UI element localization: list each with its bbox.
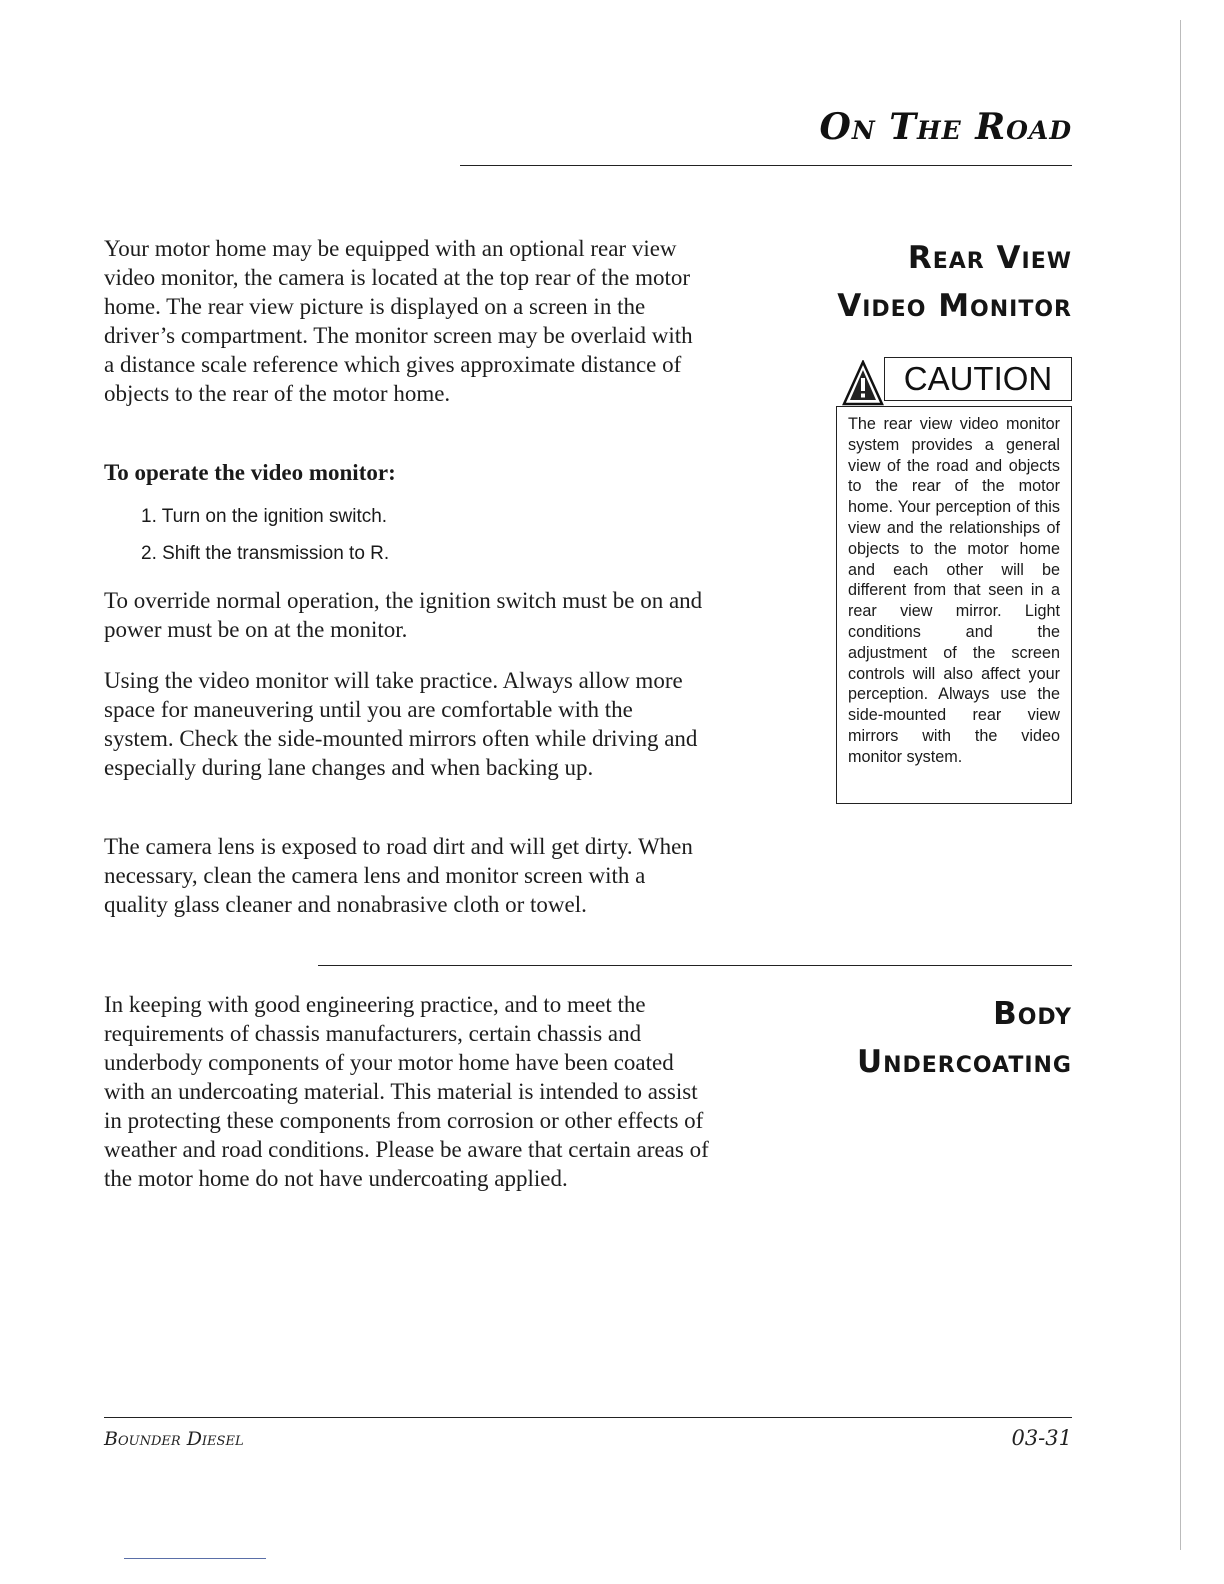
section-title-line: Video Monitor [837, 288, 1072, 324]
section-title-line: Rear View [907, 240, 1072, 276]
override-paragraph: To override normal operation, the ignition switch must be on and power must be on at the monitor. [104, 588, 703, 642]
operate-heading: To operate the video monitor: [104, 460, 396, 485]
footer-page-number: 03-31 [1011, 1426, 1072, 1450]
rear-view-section-title [837, 234, 1072, 330]
footer-manual-title: Bounder Diesel [104, 1428, 244, 1450]
lens-paragraph: The camera lens is exposed to road dirt and will get dirty. When necessary, clean the camera lens and monitor screen with a quality glass cleaner and nonabrasive cloth or towel. [104, 834, 693, 917]
step-item: 1. Turn on the ignition switch. [141, 506, 388, 527]
caution-label: CAUTION [884, 357, 1072, 401]
scan-edge-line [1180, 20, 1181, 1550]
footer-divider [104, 1417, 1072, 1418]
practice-paragraph: Using the video monitor will take practice. Always allow more space for maneuvering until you are comfortable with the system. Check the side-mounted mirrors often while driving and especially during lane changes and when backing up. [104, 668, 698, 780]
undercoating-section-title [857, 990, 1072, 1086]
page-header-title: On The Road [819, 106, 1072, 148]
warning-triangle-icon [842, 360, 884, 406]
caution-text: The rear view video monitor system provides a general view of the road and objects to the rear of the motor home. Your perception of this view and the relationships of objects to the motor home and each other will be different from that seen in a rear view mirror. Light conditions and the adjustment of the screen controls will also affect your perception. Always use the side-mounted rear view mirrors with the video monitor system. [848, 415, 1060, 766]
operate-steps-list [141, 498, 389, 572]
header-divider [460, 165, 1072, 166]
undercoating-paragraph: In keeping with good engineering practice, and to meet the requirements of chassis manufacturers, certain chassis and underbody components of your motor home have been coated with an undercoating material. This material is intended to assist in protecting these components from corrosion or other effects of weather and road conditions. Please be aware that certain areas of the motor home do not have undercoating applied. [104, 992, 709, 1191]
rear-view-intro-paragraph: Your motor home may be equipped with an optional rear view video monitor, the camera is located at the top rear of the motor home. The rear view picture is displayed on a screen in the driver’s compartment. The monitor screen may be overlaid with a distance scale reference which gives approximate distance of objects to the rear of the motor home. [104, 236, 693, 406]
step-item: 2. Shift the transmission to R. [141, 543, 390, 564]
section-title-line: Undercoating [856, 1044, 1072, 1080]
scan-bottom-mark [124, 1558, 266, 1559]
section-title-line: Body [993, 996, 1072, 1032]
section-divider [318, 965, 1072, 966]
